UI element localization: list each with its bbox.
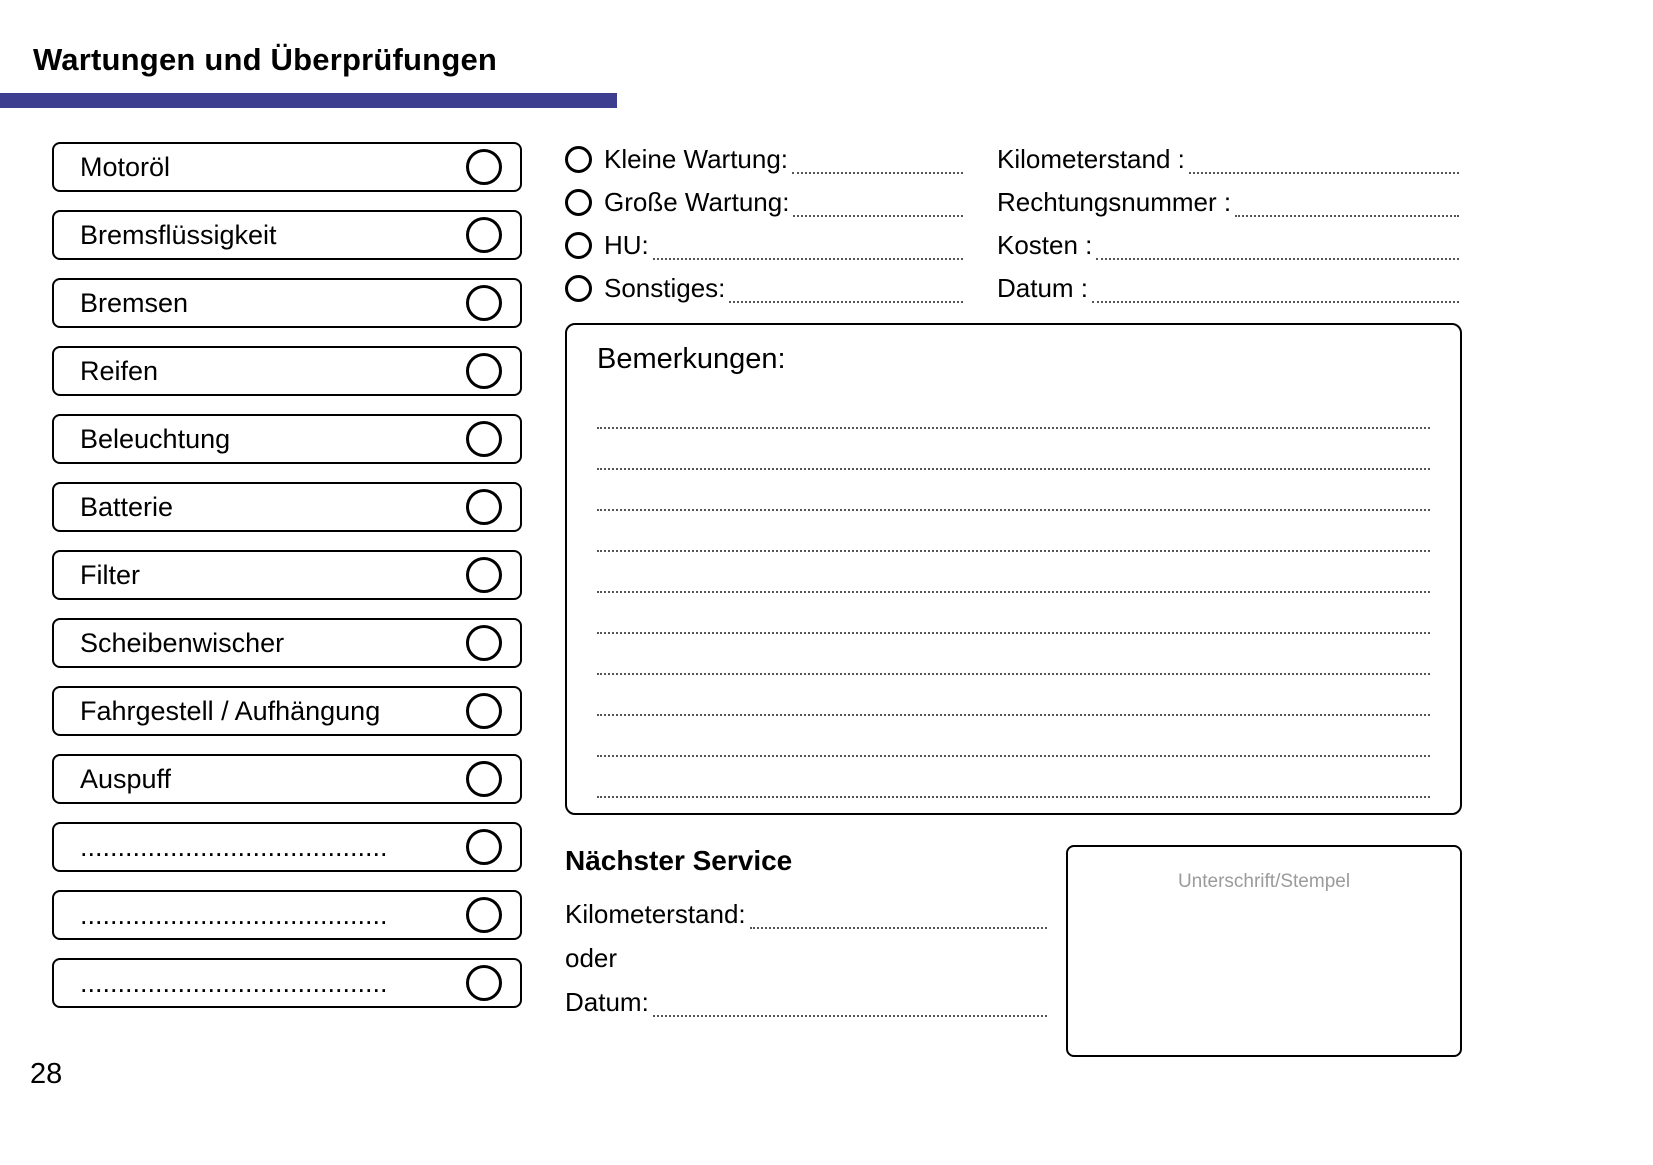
field-datum [997, 271, 1459, 305]
checklist-item-blank-1 [52, 822, 522, 872]
remarks-write-line [597, 552, 1430, 593]
checkbox-circle-icon[interactable] [466, 149, 502, 185]
next-service-oder: oder [565, 942, 618, 973]
remarks-write-line [597, 716, 1430, 757]
checkbox-circle-icon[interactable] [466, 829, 502, 865]
radio-circle-icon[interactable] [565, 189, 592, 216]
checkbox-circle-icon[interactable] [466, 489, 502, 525]
service-detail-fields [997, 142, 1459, 314]
checklist-item-label: Beleuchtung [80, 423, 231, 454]
checklist-item-reifen [52, 346, 522, 396]
signature-stamp-box [1066, 845, 1462, 1057]
checkbox-circle-icon[interactable] [466, 693, 502, 729]
checkbox-circle-icon[interactable] [466, 897, 502, 933]
option-hu [565, 228, 963, 262]
field-label: Datum: [565, 986, 649, 1017]
remarks-lines [597, 388, 1430, 798]
write-in-line [750, 903, 1047, 929]
checkbox-circle-icon[interactable] [466, 965, 502, 1001]
write-in-line [1235, 191, 1459, 217]
field-label: Datum : [997, 272, 1089, 303]
remarks-write-line [597, 429, 1430, 470]
checklist-item-label: Scheibenwischer [80, 627, 285, 658]
write-in-line [793, 191, 963, 217]
checklist-item-label: ......................................... [80, 967, 388, 998]
remarks-write-line [597, 470, 1430, 511]
checklist-item-label: Filter [80, 559, 140, 590]
service-type-options [565, 142, 963, 314]
checklist-item-label: Fahrgestell / Aufhängung [80, 695, 381, 726]
checklist-item-label: Batterie [80, 491, 174, 522]
checklist-item-blank-3 [52, 958, 522, 1008]
checklist-item-bremsen [52, 278, 522, 328]
next-service-kilometerstand [565, 897, 1047, 931]
field-label: Kilometerstand : [997, 143, 1185, 174]
checkbox-circle-icon[interactable] [466, 217, 502, 253]
option-grosse-wartung [565, 185, 963, 219]
remarks-box [565, 323, 1462, 815]
field-label: Kilometerstand: [565, 898, 746, 929]
checkbox-circle-icon[interactable] [466, 557, 502, 593]
option-kleine-wartung [565, 142, 963, 176]
checklist-item-blank-2 [52, 890, 522, 940]
checklist-item-label: Auspuff [80, 763, 172, 794]
field-kosten [997, 228, 1459, 262]
page-title: Wartungen und Überprüfungen [33, 42, 498, 77]
write-in-line [1092, 277, 1459, 303]
checklist-item-auspuff [52, 754, 522, 804]
checklist-item-label: Motoröl [80, 151, 171, 182]
maintenance-checklist [52, 142, 522, 1008]
radio-circle-icon[interactable] [565, 232, 592, 259]
field-label: Rechtungsnummer : [997, 186, 1232, 217]
accent-bar [0, 93, 617, 108]
write-in-line [653, 991, 1047, 1017]
checklist-item-scheibenwischer [52, 618, 522, 668]
field-rechtungsnummer [997, 185, 1459, 219]
remarks-write-line [597, 511, 1430, 552]
checkbox-circle-icon[interactable] [466, 625, 502, 661]
write-in-line [653, 234, 963, 260]
remarks-write-line [597, 757, 1430, 798]
write-in-line [1189, 148, 1459, 174]
remarks-write-line [597, 388, 1430, 429]
next-service-datum [565, 985, 1047, 1019]
write-in-line [729, 277, 963, 303]
checklist-item-bremsfluessigkeit [52, 210, 522, 260]
write-in-line [1096, 234, 1459, 260]
remarks-write-line [597, 634, 1430, 675]
signature-stamp-label: Unterschrift/Stempel [1177, 871, 1351, 892]
radio-circle-icon[interactable] [565, 275, 592, 302]
checklist-item-filter [52, 550, 522, 600]
field-label: Kosten : [997, 229, 1093, 260]
field-kilometerstand [997, 142, 1459, 176]
checklist-item-fahrgestell [52, 686, 522, 736]
checklist-item-batterie [52, 482, 522, 532]
checklist-item-label: Bremsflüssigkeit [80, 219, 277, 250]
remarks-write-line [597, 593, 1430, 634]
remarks-title: Bemerkungen: [597, 343, 786, 375]
write-in-line [792, 148, 963, 174]
option-sonstiges [565, 271, 963, 305]
checklist-item-label: ......................................... [80, 831, 388, 862]
checkbox-circle-icon[interactable] [466, 353, 502, 389]
checklist-item-motoroel [52, 142, 522, 192]
option-label: Sonstiges: [604, 272, 726, 303]
page-number: 28 [30, 1058, 63, 1090]
option-label: Große Wartung: [604, 186, 790, 217]
remarks-write-line [597, 675, 1430, 716]
checklist-item-label: Reifen [80, 355, 159, 386]
radio-circle-icon[interactable] [565, 146, 592, 173]
checklist-item-label: Bremsen [80, 287, 189, 318]
next-service-title: Nächster Service [565, 845, 793, 876]
checklist-item-beleuchtung [52, 414, 522, 464]
checkbox-circle-icon[interactable] [466, 761, 502, 797]
checkbox-circle-icon[interactable] [466, 285, 502, 321]
option-label: Kleine Wartung: [604, 143, 789, 174]
option-label: HU: [604, 229, 649, 260]
next-service-section [565, 845, 1047, 1029]
checkbox-circle-icon[interactable] [466, 421, 502, 457]
checklist-item-label: ......................................... [80, 899, 388, 930]
